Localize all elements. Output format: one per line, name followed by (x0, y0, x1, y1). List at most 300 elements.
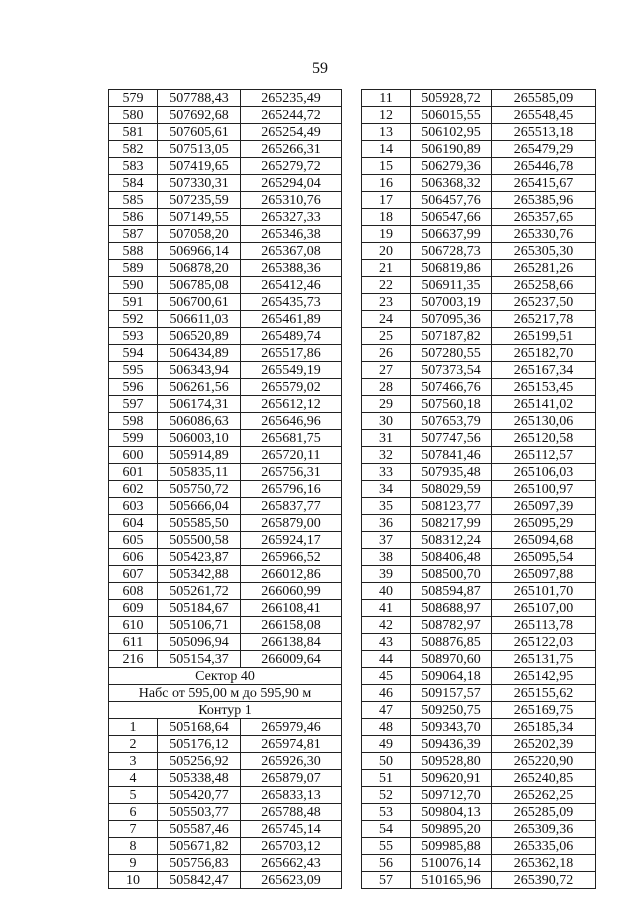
point-number-cell: 56 (362, 855, 411, 872)
y-coordinate-cell: 265833,13 (241, 787, 342, 804)
y-coordinate-cell: 265130,06 (492, 413, 596, 430)
x-coordinate-cell: 507841,46 (411, 447, 492, 464)
x-coordinate-cell: 505106,71 (158, 617, 241, 634)
contour-title: Контур 1 (109, 702, 342, 719)
y-coordinate-cell: 265385,96 (492, 192, 596, 209)
point-number-cell: 597 (109, 396, 158, 413)
table-row (109, 736, 342, 753)
x-coordinate-cell: 505750,72 (158, 481, 241, 498)
y-coordinate-cell: 265281,26 (492, 260, 596, 277)
y-coordinate-cell: 265254,49 (241, 124, 342, 141)
y-coordinate-cell: 265220,90 (492, 753, 596, 770)
y-coordinate-cell: 265122,03 (492, 634, 596, 651)
point-number-cell: 27 (362, 362, 411, 379)
x-coordinate-cell: 505184,67 (158, 600, 241, 617)
y-coordinate-cell: 265681,75 (241, 430, 342, 447)
table-row (109, 770, 342, 787)
table-row (362, 311, 596, 328)
x-coordinate-cell: 507003,19 (411, 294, 492, 311)
table-row (109, 243, 342, 260)
table-row (109, 600, 342, 617)
x-coordinate-cell: 507058,20 (158, 226, 241, 243)
x-coordinate-cell: 506966,14 (158, 243, 241, 260)
x-coordinate-cell: 506700,61 (158, 294, 241, 311)
x-coordinate-cell: 510076,14 (411, 855, 492, 872)
table-row (362, 702, 596, 719)
y-coordinate-cell: 265262,25 (492, 787, 596, 804)
point-number-cell: 19 (362, 226, 411, 243)
x-coordinate-cell: 508688,97 (411, 600, 492, 617)
point-number-cell: 1 (109, 719, 158, 736)
x-coordinate-cell: 507149,55 (158, 209, 241, 226)
sector-title: Сектор 40 (109, 668, 342, 685)
point-number-cell: 42 (362, 617, 411, 634)
table-row (109, 447, 342, 464)
point-number-cell: 40 (362, 583, 411, 600)
point-number-cell: 588 (109, 243, 158, 260)
point-number-cell: 595 (109, 362, 158, 379)
point-number-cell: 580 (109, 107, 158, 124)
y-coordinate-cell: 265106,03 (492, 464, 596, 481)
x-coordinate-cell: 506015,55 (411, 107, 492, 124)
table-row (362, 600, 596, 617)
point-number-cell: 47 (362, 702, 411, 719)
x-coordinate-cell: 506190,89 (411, 141, 492, 158)
y-coordinate-cell: 265235,49 (241, 90, 342, 107)
table-row (362, 566, 596, 583)
x-coordinate-cell: 505256,92 (158, 753, 241, 770)
point-number-cell: 33 (362, 464, 411, 481)
y-coordinate-cell: 265169,75 (492, 702, 596, 719)
x-coordinate-cell: 505500,58 (158, 532, 241, 549)
x-coordinate-cell: 505176,12 (158, 736, 241, 753)
y-coordinate-cell: 265720,11 (241, 447, 342, 464)
point-number-cell: 29 (362, 396, 411, 413)
contour-title-row (109, 702, 342, 719)
point-number-cell: 17 (362, 192, 411, 209)
table-row (109, 124, 342, 141)
table-row (362, 821, 596, 838)
x-coordinate-cell: 506878,20 (158, 260, 241, 277)
y-coordinate-cell: 265310,76 (241, 192, 342, 209)
point-number-cell: 6 (109, 804, 158, 821)
table-row (362, 447, 596, 464)
table-row (109, 651, 342, 668)
y-coordinate-cell: 265461,89 (241, 311, 342, 328)
y-coordinate-cell: 265623,09 (241, 872, 342, 889)
table-row (362, 838, 596, 855)
point-number-cell: 35 (362, 498, 411, 515)
y-coordinate-cell: 265646,96 (241, 413, 342, 430)
table-row (109, 158, 342, 175)
table-row (109, 464, 342, 481)
table-row (109, 515, 342, 532)
y-coordinate-cell: 265131,75 (492, 651, 596, 668)
x-coordinate-cell: 509436,39 (411, 736, 492, 753)
point-number-cell: 593 (109, 328, 158, 345)
point-number-cell: 25 (362, 328, 411, 345)
x-coordinate-cell: 509712,70 (411, 787, 492, 804)
x-coordinate-cell: 507095,36 (411, 311, 492, 328)
y-coordinate-cell: 265517,86 (241, 345, 342, 362)
point-number-cell: 30 (362, 413, 411, 430)
table-row (362, 430, 596, 447)
y-coordinate-cell: 265479,29 (492, 141, 596, 158)
x-coordinate-cell: 508594,87 (411, 583, 492, 600)
point-number-cell: 590 (109, 277, 158, 294)
table-row (362, 685, 596, 702)
x-coordinate-cell: 505928,72 (411, 90, 492, 107)
table-row (109, 855, 342, 872)
table-row (362, 787, 596, 804)
y-coordinate-cell: 265489,74 (241, 328, 342, 345)
y-coordinate-cell: 265703,12 (241, 838, 342, 855)
point-number-cell: 54 (362, 821, 411, 838)
y-coordinate-cell: 265240,85 (492, 770, 596, 787)
point-number-cell: 28 (362, 379, 411, 396)
y-coordinate-cell: 265979,46 (241, 719, 342, 736)
point-number-cell: 57 (362, 872, 411, 889)
table-row (109, 362, 342, 379)
point-number-cell: 5 (109, 787, 158, 804)
x-coordinate-cell: 508123,77 (411, 498, 492, 515)
y-coordinate-cell: 265155,62 (492, 685, 596, 702)
table-row (109, 838, 342, 855)
y-coordinate-cell: 265097,88 (492, 566, 596, 583)
point-number-cell: 41 (362, 600, 411, 617)
table-row (362, 498, 596, 515)
table-row (109, 753, 342, 770)
point-number-cell: 605 (109, 532, 158, 549)
y-coordinate-cell: 266012,86 (241, 566, 342, 583)
point-number-cell: 589 (109, 260, 158, 277)
table-row (109, 872, 342, 889)
x-coordinate-cell: 507373,54 (411, 362, 492, 379)
y-coordinate-cell: 265388,36 (241, 260, 342, 277)
y-coordinate-cell: 265796,16 (241, 481, 342, 498)
x-coordinate-cell: 505168,64 (158, 719, 241, 736)
y-coordinate-cell: 265285,09 (492, 804, 596, 821)
point-number-cell: 39 (362, 566, 411, 583)
x-coordinate-cell: 507466,76 (411, 379, 492, 396)
table-row (109, 413, 342, 430)
point-number-cell: 4 (109, 770, 158, 787)
point-number-cell: 585 (109, 192, 158, 209)
y-coordinate-cell: 265357,65 (492, 209, 596, 226)
point-number-cell: 36 (362, 515, 411, 532)
x-coordinate-cell: 508782,97 (411, 617, 492, 634)
table-row (109, 787, 342, 804)
y-coordinate-cell: 265335,06 (492, 838, 596, 855)
table-row (362, 872, 596, 889)
point-number-cell: 602 (109, 481, 158, 498)
point-number-cell: 45 (362, 668, 411, 685)
x-coordinate-cell: 505585,50 (158, 515, 241, 532)
table-row (109, 209, 342, 226)
x-coordinate-cell: 507187,82 (411, 328, 492, 345)
x-coordinate-cell: 506911,35 (411, 277, 492, 294)
table-row (109, 345, 342, 362)
y-coordinate-cell: 265141,02 (492, 396, 596, 413)
y-coordinate-cell: 265279,72 (241, 158, 342, 175)
y-coordinate-cell: 265330,76 (492, 226, 596, 243)
x-coordinate-cell: 506003,10 (158, 430, 241, 447)
point-number-cell: 610 (109, 617, 158, 634)
point-number-cell: 606 (109, 549, 158, 566)
table-row (362, 192, 596, 209)
table-row (362, 634, 596, 651)
y-coordinate-cell: 265662,43 (241, 855, 342, 872)
y-coordinate-cell: 265367,08 (241, 243, 342, 260)
x-coordinate-cell: 507419,65 (158, 158, 241, 175)
point-number-cell: 38 (362, 549, 411, 566)
x-coordinate-cell: 505423,87 (158, 549, 241, 566)
table-row (362, 294, 596, 311)
point-number-cell: 11 (362, 90, 411, 107)
x-coordinate-cell: 509985,88 (411, 838, 492, 855)
y-coordinate-cell: 266060,99 (241, 583, 342, 600)
x-coordinate-cell: 505671,82 (158, 838, 241, 855)
table-row (109, 90, 342, 107)
table-row (362, 804, 596, 821)
point-number-cell: 598 (109, 413, 158, 430)
table-row (109, 634, 342, 651)
point-number-cell: 599 (109, 430, 158, 447)
sector-subtitle-row (109, 685, 342, 702)
y-coordinate-cell: 266138,84 (241, 634, 342, 651)
y-coordinate-cell: 265199,51 (492, 328, 596, 345)
y-coordinate-cell: 265966,52 (241, 549, 342, 566)
x-coordinate-cell: 505842,47 (158, 872, 241, 889)
x-coordinate-cell: 507235,59 (158, 192, 241, 209)
point-number-cell: 32 (362, 447, 411, 464)
table-row (362, 141, 596, 158)
y-coordinate-cell: 265327,33 (241, 209, 342, 226)
y-coordinate-cell: 265549,19 (241, 362, 342, 379)
x-coordinate-cell: 505756,83 (158, 855, 241, 872)
table-row (362, 736, 596, 753)
y-coordinate-cell: 265095,54 (492, 549, 596, 566)
table-row (362, 124, 596, 141)
table-row (109, 294, 342, 311)
x-coordinate-cell: 508312,24 (411, 532, 492, 549)
x-coordinate-cell: 505914,89 (158, 447, 241, 464)
x-coordinate-cell: 509804,13 (411, 804, 492, 821)
y-coordinate-cell: 265446,78 (492, 158, 596, 175)
point-number-cell: 22 (362, 277, 411, 294)
table-row (109, 260, 342, 277)
x-coordinate-cell: 505587,46 (158, 821, 241, 838)
point-number-cell: 51 (362, 770, 411, 787)
point-number-cell: 14 (362, 141, 411, 158)
x-coordinate-cell: 505503,77 (158, 804, 241, 821)
y-coordinate-cell: 265924,17 (241, 532, 342, 549)
point-number-cell: 31 (362, 430, 411, 447)
table-row (109, 141, 342, 158)
y-coordinate-cell: 265202,39 (492, 736, 596, 753)
point-number-cell: 3 (109, 753, 158, 770)
x-coordinate-cell: 505096,94 (158, 634, 241, 651)
x-coordinate-cell: 508876,85 (411, 634, 492, 651)
table-row (362, 413, 596, 430)
y-coordinate-cell: 265513,18 (492, 124, 596, 141)
x-coordinate-cell: 509528,80 (411, 753, 492, 770)
table-row (362, 243, 596, 260)
x-coordinate-cell: 506343,94 (158, 362, 241, 379)
x-coordinate-cell: 505342,88 (158, 566, 241, 583)
table-row (109, 498, 342, 515)
x-coordinate-cell: 507605,61 (158, 124, 241, 141)
table-row (362, 90, 596, 107)
x-coordinate-cell: 506457,76 (411, 192, 492, 209)
y-coordinate-cell: 265095,29 (492, 515, 596, 532)
x-coordinate-cell: 507788,43 (158, 90, 241, 107)
table-row (109, 396, 342, 413)
y-coordinate-cell: 265120,58 (492, 430, 596, 447)
y-coordinate-cell: 265266,31 (241, 141, 342, 158)
point-number-cell: 611 (109, 634, 158, 651)
table-row (362, 549, 596, 566)
x-coordinate-cell: 509343,70 (411, 719, 492, 736)
table-row (362, 668, 596, 685)
table-row (109, 532, 342, 549)
right-coordinates-table (361, 89, 596, 889)
table-row (109, 549, 342, 566)
point-number-cell: 16 (362, 175, 411, 192)
point-number-cell: 9 (109, 855, 158, 872)
point-number-cell: 43 (362, 634, 411, 651)
table-row (362, 855, 596, 872)
point-number-cell: 53 (362, 804, 411, 821)
table-row (362, 379, 596, 396)
table-row (362, 583, 596, 600)
x-coordinate-cell: 509064,18 (411, 668, 492, 685)
point-number-cell: 216 (109, 651, 158, 668)
point-number-cell: 7 (109, 821, 158, 838)
point-number-cell: 584 (109, 175, 158, 192)
y-coordinate-cell: 265756,31 (241, 464, 342, 481)
table-row (362, 277, 596, 294)
y-coordinate-cell: 265113,78 (492, 617, 596, 634)
point-number-cell: 21 (362, 260, 411, 277)
table-row (362, 464, 596, 481)
y-coordinate-cell: 265237,50 (492, 294, 596, 311)
y-coordinate-cell: 265390,72 (492, 872, 596, 889)
y-coordinate-cell: 265309,36 (492, 821, 596, 838)
y-coordinate-cell: 265745,14 (241, 821, 342, 838)
y-coordinate-cell: 266009,64 (241, 651, 342, 668)
point-number-cell: 608 (109, 583, 158, 600)
y-coordinate-cell: 265182,70 (492, 345, 596, 362)
x-coordinate-cell: 507330,31 (158, 175, 241, 192)
y-coordinate-cell: 265415,67 (492, 175, 596, 192)
y-coordinate-cell: 265926,30 (241, 753, 342, 770)
x-coordinate-cell: 505666,04 (158, 498, 241, 515)
point-number-cell: 12 (362, 107, 411, 124)
point-number-cell: 591 (109, 294, 158, 311)
table-row (362, 328, 596, 345)
table-row (362, 260, 596, 277)
point-number-cell: 23 (362, 294, 411, 311)
x-coordinate-cell: 509157,57 (411, 685, 492, 702)
x-coordinate-cell: 509895,20 (411, 821, 492, 838)
y-coordinate-cell: 265100,97 (492, 481, 596, 498)
point-number-cell: 34 (362, 481, 411, 498)
x-coordinate-cell: 506368,32 (411, 175, 492, 192)
y-coordinate-cell: 265101,70 (492, 583, 596, 600)
y-coordinate-cell: 265585,09 (492, 90, 596, 107)
y-coordinate-cell: 265107,00 (492, 600, 596, 617)
x-coordinate-cell: 507513,05 (158, 141, 241, 158)
x-coordinate-cell: 507692,68 (158, 107, 241, 124)
y-coordinate-cell: 265094,68 (492, 532, 596, 549)
table-row (109, 192, 342, 209)
point-number-cell: 13 (362, 124, 411, 141)
point-number-cell: 52 (362, 787, 411, 804)
table-row (109, 311, 342, 328)
y-coordinate-cell: 265879,07 (241, 770, 342, 787)
x-coordinate-cell: 506279,36 (411, 158, 492, 175)
table-row (109, 566, 342, 583)
x-coordinate-cell: 506819,86 (411, 260, 492, 277)
point-number-cell: 609 (109, 600, 158, 617)
point-number-cell: 20 (362, 243, 411, 260)
point-number-cell: 55 (362, 838, 411, 855)
x-coordinate-cell: 506611,03 (158, 311, 241, 328)
x-coordinate-cell: 507560,18 (411, 396, 492, 413)
y-coordinate-cell: 265579,02 (241, 379, 342, 396)
table-row (362, 158, 596, 175)
point-number-cell: 582 (109, 141, 158, 158)
sector-title-row (109, 668, 342, 685)
x-coordinate-cell: 510165,96 (411, 872, 492, 889)
table-row (362, 226, 596, 243)
table-row (362, 209, 596, 226)
y-coordinate-cell: 265305,30 (492, 243, 596, 260)
y-coordinate-cell: 265974,81 (241, 736, 342, 753)
x-coordinate-cell: 508406,48 (411, 549, 492, 566)
point-number-cell: 48 (362, 719, 411, 736)
x-coordinate-cell: 507935,48 (411, 464, 492, 481)
table-row (362, 515, 596, 532)
y-coordinate-cell: 265346,38 (241, 226, 342, 243)
point-number-cell: 586 (109, 209, 158, 226)
point-number-cell: 579 (109, 90, 158, 107)
table-row (362, 345, 596, 362)
x-coordinate-cell: 505420,77 (158, 787, 241, 804)
y-coordinate-cell: 265612,12 (241, 396, 342, 413)
x-coordinate-cell: 507653,79 (411, 413, 492, 430)
y-coordinate-cell: 265412,46 (241, 277, 342, 294)
point-number-cell: 37 (362, 532, 411, 549)
table-row (109, 804, 342, 821)
x-coordinate-cell: 505261,72 (158, 583, 241, 600)
page-number: 59 (312, 60, 328, 77)
table-row (362, 481, 596, 498)
point-number-cell: 587 (109, 226, 158, 243)
point-number-cell: 46 (362, 685, 411, 702)
point-number-cell: 2 (109, 736, 158, 753)
x-coordinate-cell: 506520,89 (158, 328, 241, 345)
table-row (362, 617, 596, 634)
point-number-cell: 592 (109, 311, 158, 328)
x-coordinate-cell: 506434,89 (158, 345, 241, 362)
x-coordinate-cell: 509250,75 (411, 702, 492, 719)
table-row (362, 175, 596, 192)
x-coordinate-cell: 508970,60 (411, 651, 492, 668)
y-coordinate-cell: 265548,45 (492, 107, 596, 124)
y-coordinate-cell: 265879,00 (241, 515, 342, 532)
